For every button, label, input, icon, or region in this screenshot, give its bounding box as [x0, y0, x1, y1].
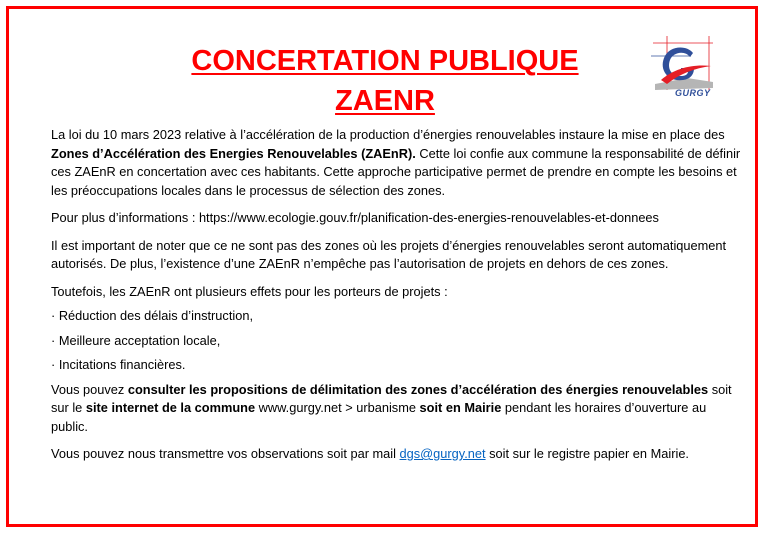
list-item: · Meilleure acceptation locale,	[51, 332, 221, 348]
page-subtitle: ZAENR	[335, 85, 435, 117]
intro-paragraph: La loi du 10 mars 2023 relative à l’accélération de la production d’énergies renouvelables instaure la mise en place des Zones d’Accélération des Energies Renouvelables (ZAEnR). Cette loi confie aux commune la responsabilité de définir ces ZAEnR en concertation avec ces habitants. Cette approche participative permet de prendre en compte les besoins et les préoccupations locales dans le processus de sélection des zones.	[51, 127, 741, 198]
zaenr-definition: Zones d’Accélération des Energies Renouvelables (ZAEnR).	[51, 145, 416, 161]
list-item: · Incitations financières.	[51, 357, 186, 372]
effects-intro: Toutefois, les ZAEnR ont plusieurs effets pour les porteurs de projets :	[51, 283, 448, 299]
consult-paragraph: Vous pouvez consulter les propositions de délimitation des zones d’accélération des énergies renouvelables soit sur le site internet de la commune www.gurgy.net > urbanisme soit en Mairie pendant les horaires d’ouverture au public.	[51, 381, 732, 434]
gurgy-logo	[647, 34, 717, 100]
note-paragraph: Il est important de noter que ce ne sont pas des zones où les projets d’énergies renouvelables seront automatiquement autorisés. De plus, l’existence d’une ZAEnR n’empêche pas l’autorisation de projets en dehors de ces zones.	[51, 237, 727, 271]
observations-paragraph: Vous pouvez nous transmettre vos observations soit par mail dgs@gurgy.net soit sur le registre papier en Mairie.	[51, 446, 689, 461]
list-item: · Réduction des délais d’instruction,	[51, 308, 254, 323]
info-paragraph: Pour plus d’informations : https://www.ecologie.gouv.fr/planification-des-energies-renouvelables-et-donnees	[51, 210, 659, 225]
document-body	[51, 126, 741, 464]
page-title: CONCERTATION PUBLIQUE	[191, 45, 579, 77]
logo-label: GURGY	[675, 88, 711, 98]
email-link[interactable]: dgs@gurgy.net	[399, 446, 486, 461]
